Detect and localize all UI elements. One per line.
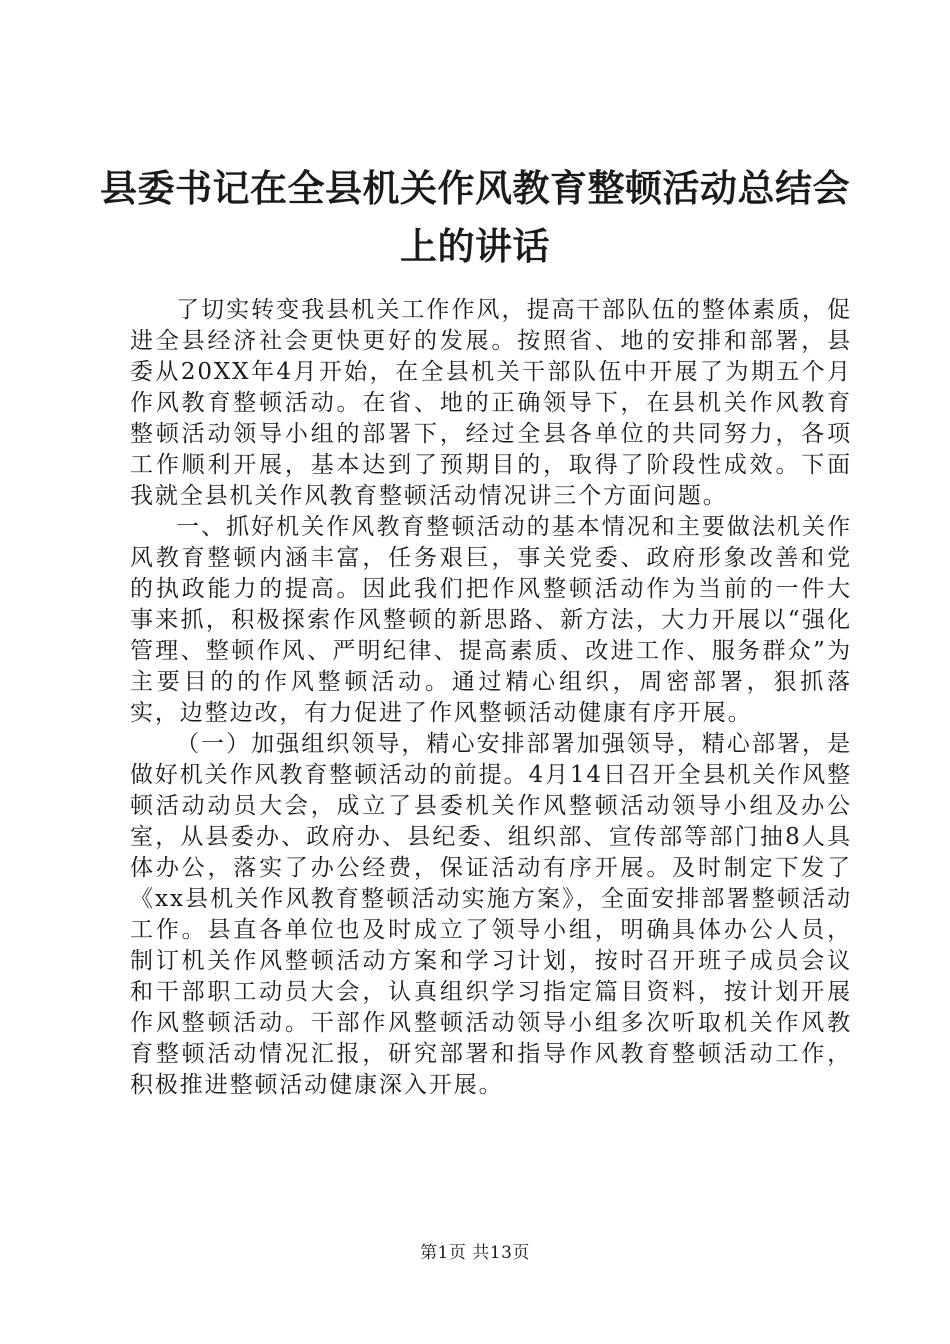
- title-line-1: 县委书记在全县机关作风教育整顿活动总结会: [100, 167, 850, 210]
- paragraph-intro: 了切实转变我县机关工作作风，提高干部队伍的整体素质，促进全县经济社会更快更好的发展。按照省、地的安排和部署，县委从20XX年4月开始，在全县机关干部队伍中开展了为期五个月作风教育整顿活动。在省、地的正确领导下，在县机关作风教育整顿活动领导小组的部署下，经过全县各单位的共同努力，各项工作顺利开展，基本达到了预期目的，取得了阶段性成效。下面我就全县机关作风教育整顿活动情况讲三个方面问题。: [130, 297, 852, 509]
- page-footer: 第1页 共13页: [420, 1243, 530, 1263]
- document-body: [130, 295, 852, 1101]
- paragraph-section-1: 一、抓好机关作风教育整顿活动的基本情况和主要做法机关作风教育整顿内涵丰富，任务艰巨，事关党委、政府形象改善和党的执政能力的提高。因此我们把作风整顿活动作为当前的一件大事来抓，积极探索作风整顿的新思路、新方法，大力开展以“强化管理、整顿作风、严明纪律、提高素质、改进工作、服务群众”为主要目的的作风整顿活动。通过精心组织，周密部署，狠抓落实，边整边改，有力促进了作风整顿活动健康有序开展。: [130, 514, 852, 726]
- document-title: [100, 160, 850, 276]
- paragraph-subsection-1: （一）加强组织领导，精心安排部署加强领导，精心部署，是做好机关作风教育整顿活动的前提。4月14日召开全县机关作风整顿活动动员大会，成立了县委机关作风整顿活动领导小组及办公室，从县委办、政府办、县纪委、组织部、宣传部等部门抽8人具体办公，落实了办公经费，保证活动有序开展。及时制定下发了《xx县机关作风教育整顿活动实施方案》，全面安排部署整顿活动工作。县直各单位也及时成立了领导小组，明确具体办公人员，制订机关作风整顿活动方案和学习计划，按时召开班子成员会议和干部职工动员大会，认真组织学习指定篇目资料，按计划开展作风整顿活动。干部作风整顿活动领导小组多次听取机关作风教育整顿活动情况汇报，研究部署和指导作风教育整顿活动工作，积极推进整顿活动健康深入开展。: [130, 731, 852, 1098]
- title-line-2: 上的讲话: [400, 225, 550, 268]
